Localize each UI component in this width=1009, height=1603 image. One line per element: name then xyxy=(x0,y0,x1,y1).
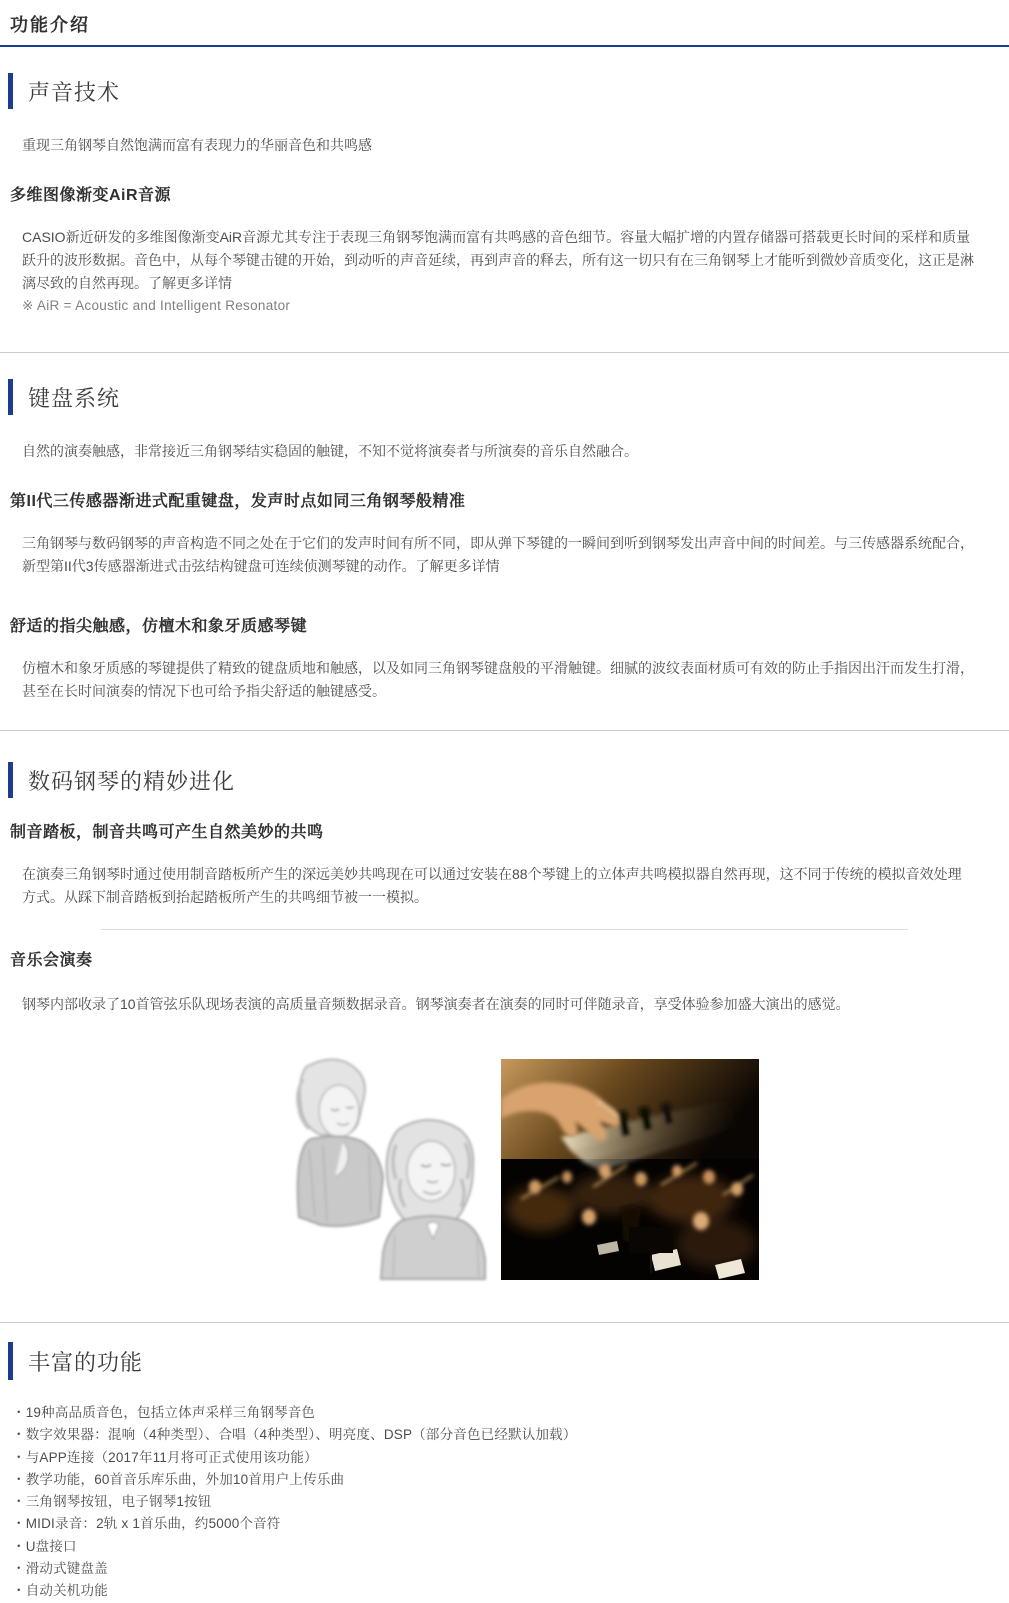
feature-item: ・滑动式键盘盖 xyxy=(12,1561,108,1577)
learn-more-link-keyboard[interactable]: 了解更多详情 xyxy=(415,558,500,574)
section-divider xyxy=(0,730,1009,731)
feature-item: ・数字效果器：混响（4种类型）、合唱（4种类型）、明亮度、DSP（部分音色已经默认加载） xyxy=(12,1427,577,1443)
section-header-sound-tech xyxy=(8,73,1009,109)
learn-more-link-air[interactable]: 了解更多详情 xyxy=(148,275,232,291)
section-divider xyxy=(0,352,1009,353)
feature-list xyxy=(12,1402,1009,1603)
section-header-features xyxy=(8,1342,1009,1380)
key-touch-subhead: 舒适的指尖触感，仿檀木和象牙质感琴键 xyxy=(10,618,308,635)
section-accent-bar xyxy=(8,73,13,109)
section-title-evolution: 数码钢琴的精妙进化 xyxy=(28,768,236,794)
feature-item: ・U盘接口 xyxy=(12,1538,77,1554)
composers-sketch-image xyxy=(251,1049,501,1289)
page-header xyxy=(0,0,1009,47)
key-touch-paragraph: 仿檀木和象牙质感的琴键提供了精致的键盘质地和触感，以及如同三角钢琴键盘般的平滑触键。细腻的波纹表面材质可有效的防止手指因出汗而发生打滑，甚至在长时间演奏的情况下也可给予指尖舒适的触键感受。 xyxy=(22,660,974,699)
air-source-subhead: 多维图像渐变AiR音源 xyxy=(10,187,172,204)
section-accent-bar xyxy=(8,379,13,415)
section-header-keyboard xyxy=(8,379,1009,415)
tri-sensor-paragraph-text: 三角钢琴与数码钢琴的声音构造不同之处在于它们的发声时间有所不同，即从弹下琴键的一瞬间到听到钢琴发出声音中间的时间差。与三传感器系统配合，新型第II代3传感器渐进式击弦结构键盘可连续侦测琴键的动作。 xyxy=(22,535,974,574)
air-source-paragraph xyxy=(22,226,975,295)
keyboard-intro-text: 自然的演奏触感，非常接近三角钢琴结实稳固的触键，不知不觉将演奏者与所演奏的音乐自然融合。 xyxy=(22,443,638,459)
damper-pedal-subhead: 制音踏板，制音共鸣可产生自然美妙的共鸣 xyxy=(10,824,324,841)
concert-play-paragraph: 钢琴内部收录了10首管弦乐队现场表演的高质量音频数据录音。钢琴演奏者在演奏的同时可伴随录音，享受体验参加盛大演出的感觉。 xyxy=(22,996,850,1012)
section-title-keyboard: 键盘系统 xyxy=(28,385,121,411)
section-header-evolution xyxy=(8,762,1009,798)
sound-intro-text: 重现三角钢琴自然饱满而富有表现力的华丽音色和共鸣感 xyxy=(22,137,372,153)
section-title-features: 丰富的功能 xyxy=(28,1349,144,1375)
feature-item: ・与APP连接（2017年11月将可正式使用该功能） xyxy=(12,1449,318,1465)
feature-item: ・教学功能，60首音乐库乐曲，外加10首用户上传乐曲 xyxy=(12,1471,345,1487)
tri-sensor-paragraph xyxy=(22,532,975,578)
tri-sensor-subhead: 第II代三传感器渐进式配重键盘，发声时点如同三角钢琴般精准 xyxy=(10,493,466,510)
air-footnote: ※ AiR = Acoustic and Intelligent Resonator xyxy=(22,298,291,313)
section-title-sound-tech: 声音技术 xyxy=(28,79,121,105)
section-accent-bar xyxy=(8,1342,13,1380)
concert-photo-svg xyxy=(501,1059,759,1280)
feature-item: ・19种高品质音色，包括立体声采样三角钢琴音色 xyxy=(12,1405,316,1420)
air-source-paragraph-text: CASIO新近研发的多维图像渐变AiR音源尤其专注于表现三角钢琴饱满而富有共鸣感的音色细节。容量大幅扩增的内置存储器可搭载更长时间的采样和质量跃升的波形数据。音色中，从每个琴键击键的开始，到动听的声音延续，再到声音的释去，所有这一切只有在三角钢琴上才能听到微妙音质变化，这正是淋漓尽致的自然再现。 xyxy=(22,229,974,291)
sub-divider xyxy=(101,929,908,930)
feature-item: ・MIDI录音：2轨 x 1首乐曲，约5000个音符 xyxy=(12,1516,281,1532)
feature-item: ・三角钢琴按钮，电子钢琴1按钮 xyxy=(12,1494,212,1510)
concert-figures-row xyxy=(0,1049,1009,1289)
composers-sketch-svg xyxy=(251,1049,501,1289)
page-title: 功能介绍 xyxy=(10,15,90,35)
section-divider xyxy=(0,1322,1009,1323)
section-accent-bar xyxy=(8,762,13,798)
damper-pedal-paragraph: 在演奏三角钢琴时通过使用制音踏板所产生的深远美妙共鸣现在可以通过安装在88个琴键上的立体声共鸣模拟器自然再现，这不同于传统的模拟音效处理方式。从踩下制音踏板到抬起踏板所产生的共鸣细节被一一模拟。 xyxy=(22,866,962,905)
concert-play-subhead: 音乐会演奏 xyxy=(10,952,93,969)
feature-item: ・自动关机功能 xyxy=(12,1583,108,1599)
concert-photo-image xyxy=(501,1059,759,1280)
